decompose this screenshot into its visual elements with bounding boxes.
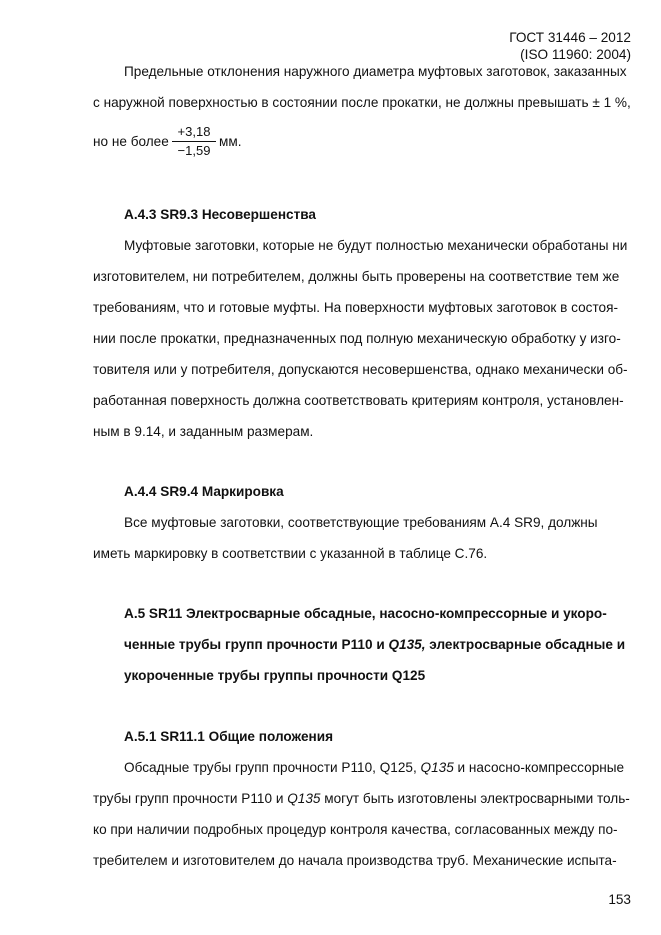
page-number: 153 xyxy=(608,892,631,907)
section-a43-line-3: требованиям, что и готовые муфты. На поверхности муфтовых заготовок в состоя- xyxy=(93,300,618,315)
section-a43-line-7: ным в 9.14, и заданным размерам. xyxy=(93,424,314,439)
text-part: Обсадные трубы групп прочности Р110, Q125, xyxy=(124,760,421,775)
section-a43-heading: А.4.3 SR9.3 Несовершенства xyxy=(124,207,316,222)
tolerance-upper: +3,18 xyxy=(177,124,211,139)
intro-line-3-prefix: но не более xyxy=(93,134,169,149)
heading-text-part: электросварные обсадные и xyxy=(425,637,626,652)
section-a43-line-6: работанная поверхность должна соответствовать критериям контроля, установлен- xyxy=(93,393,624,408)
section-a5-heading-line-2 xyxy=(124,637,625,652)
intro-line-2: с наружной поверхностью в состоянии после прокатки, не должны превышать ± 1 %, xyxy=(93,95,631,110)
section-a43-line-5: товителя или у потребителя, допускаются несовершенства, однако механически об- xyxy=(93,362,628,377)
grade-italic: Q135 xyxy=(420,760,454,775)
document-standard-code: ГОСТ 31446 – 2012 xyxy=(509,30,631,45)
section-a44-heading: А.4.4 SR9.4 Маркировка xyxy=(124,484,284,499)
intro-line-3-unit: мм. xyxy=(219,134,242,149)
section-a44-line-1: Все муфтовые заготовки, соответствующие требованиям А.4 SR9, должны xyxy=(124,515,598,530)
section-a5-heading-line-1: А.5 SR11 Электросварные обсадные, насосно-компрессорные и укоро- xyxy=(124,606,607,621)
intro-line-1: Предельные отклонения наружного диаметра муфтовых заготовок, заказанных xyxy=(124,64,627,79)
section-a43-line-1: Муфтовые заготовки, которые не будут полностью механически обработаны ни xyxy=(124,238,628,253)
tolerance-lower: −1,59 xyxy=(177,143,211,158)
text-part: трубы групп прочности Р110 и xyxy=(93,791,288,806)
section-a5-heading-line-3: укороченные трубы группы прочности Q125 xyxy=(124,668,426,683)
heading-text-part: ченные трубы групп прочности Р110 и xyxy=(124,637,389,652)
section-a51-line-3: ко при наличии подробных процедур контроля качества, согласованных между по- xyxy=(93,822,618,837)
heading-grade-italic: Q135, xyxy=(388,637,426,652)
grade-italic: Q135 xyxy=(287,791,321,806)
tolerance-fraction xyxy=(172,124,216,159)
text-part: могут быть изготовлены электросварными толь- xyxy=(320,791,630,806)
section-a44-line-2: иметь маркировку в соответствии с указанной в таблице С.76. xyxy=(93,546,488,561)
section-a51-heading: А.5.1 SR11.1 Общие положения xyxy=(124,729,334,744)
section-a51-line-1 xyxy=(124,760,624,775)
document-iso-reference: (ISO 11960: 2004) xyxy=(520,47,631,62)
text-part: и насосно-компрессорные xyxy=(453,760,625,775)
section-a43-line-2: изготовителем, ни потребителем, должны быть проверены на соответствие тем же xyxy=(93,269,620,284)
section-a51-line-4: требителем и изготовителем до начала производства труб. Механические испыта- xyxy=(93,853,617,868)
fraction-bar xyxy=(172,141,216,142)
section-a51-line-2 xyxy=(93,791,630,806)
section-a43-line-4: нии после прокатки, предназначенных под полную механическую обработку у изго- xyxy=(93,331,621,346)
